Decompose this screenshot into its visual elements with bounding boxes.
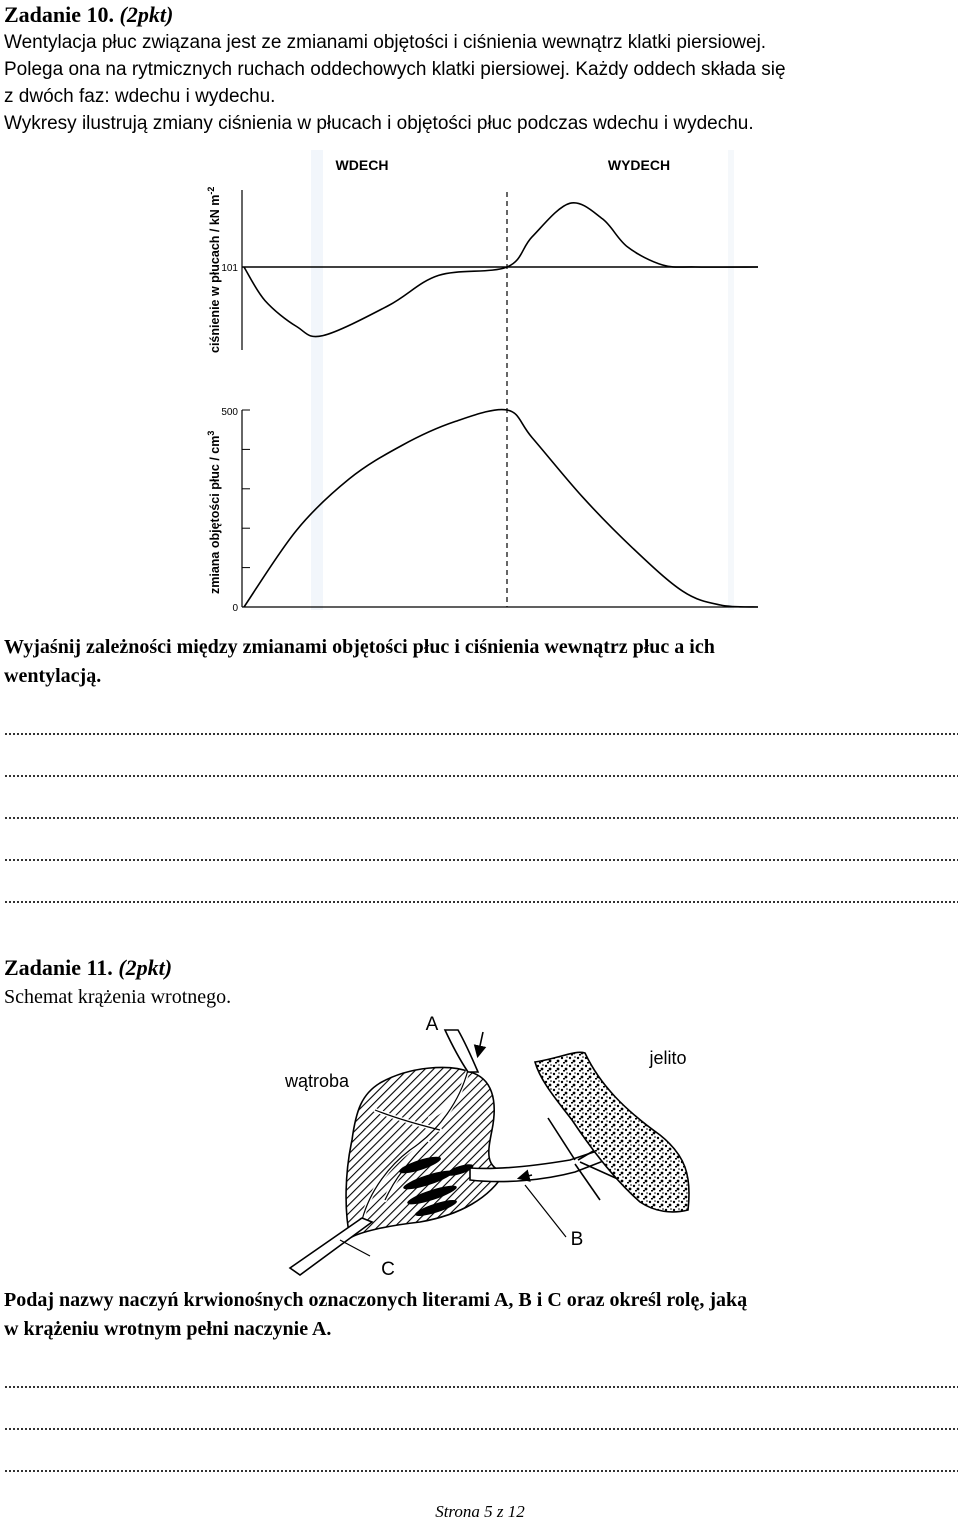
- answer-line[interactable]: [4, 901, 958, 903]
- task10-heading: Zadanie 10.: [4, 2, 115, 27]
- task11-points: (2pkt): [118, 955, 173, 980]
- task10-question: [4, 633, 954, 691]
- vessel-a: [445, 1030, 478, 1072]
- label-c: C: [381, 1259, 395, 1280]
- task10-intro-line: z dwóch faz: wdechu i wydechu.: [4, 86, 276, 107]
- page-footer: Strona 5 z 12: [435, 1502, 525, 1521]
- label-liver: wątroba: [284, 1071, 350, 1091]
- task10-intro-line: Polega ona na rytmicznych ruchach oddechowych klatki piersiowej. Każdy oddech składa się: [4, 59, 786, 80]
- task10-question-line: Wyjaśnij zależności między zmianami objętości płuc i ciśnienia wewnątrz płuc a ich: [4, 636, 715, 658]
- volume-tick-label-top: 500: [221, 407, 238, 418]
- volume-tick-label-zero: 0: [232, 603, 238, 614]
- answer-line[interactable]: [4, 733, 958, 735]
- task11-question-line: Podaj nazwy naczyń krwionośnych oznaczonych literami A, B i C oraz określ rolę, jaką: [4, 1289, 748, 1311]
- label-a: A: [425, 1014, 439, 1035]
- task11-question-line: w krążeniu wrotnym pełni naczynie A.: [4, 1318, 332, 1340]
- volume-y-label: zmiana objętości płuc / $cm^3$: [206, 430, 222, 594]
- task11-heading: Zadanie 11.: [4, 955, 113, 980]
- answer-line[interactable]: [4, 1470, 958, 1472]
- pressure-y-label: ciśnienie w płucach / kN $m^{-2}$: [206, 186, 222, 353]
- task10-intro: [4, 29, 954, 137]
- vessel-c: [290, 1218, 372, 1275]
- pressure-tick-label: 101: [221, 263, 238, 274]
- answer-line[interactable]: [4, 775, 958, 777]
- label-gut: jelito: [649, 1048, 687, 1068]
- volume-ticks: [242, 410, 250, 607]
- scan-shade: [728, 150, 734, 610]
- label-b: B: [570, 1229, 584, 1250]
- task11-header: [4, 955, 954, 981]
- breathing-charts: [0, 140, 960, 620]
- gut-shape: [535, 1052, 689, 1212]
- portal-circulation-diagram: [0, 1005, 960, 1285]
- task10-question-line: wentylacją.: [4, 665, 102, 687]
- task10-header: [4, 2, 954, 28]
- task11-intro-text: Schemat krążenia wrotnego.: [4, 986, 232, 1008]
- pointer-b: [525, 1185, 566, 1237]
- answer-line[interactable]: [4, 817, 958, 819]
- phase-label-inhale: WDECH: [335, 157, 389, 173]
- scan-shade: [311, 150, 323, 610]
- task10-intro-line: Wentylacja płuc związana jest ze zmianami objętości i ciśnienia wewnątrz klatki piersiowej.: [4, 32, 767, 53]
- answer-line[interactable]: [4, 1386, 958, 1388]
- phase-label-exhale: WYDECH: [607, 157, 671, 173]
- task10-points: (2pkt): [119, 2, 174, 27]
- arrow-a: [478, 1032, 483, 1055]
- pointer-c: [340, 1240, 370, 1256]
- task10-intro-line: Wykresy ilustrują zmiany ciśnienia w płucach i objętości płuc podczas wdechu i wydechu.: [4, 113, 754, 134]
- answer-line[interactable]: [4, 859, 958, 861]
- task11-question: [4, 1286, 954, 1344]
- answer-line[interactable]: [4, 1428, 958, 1430]
